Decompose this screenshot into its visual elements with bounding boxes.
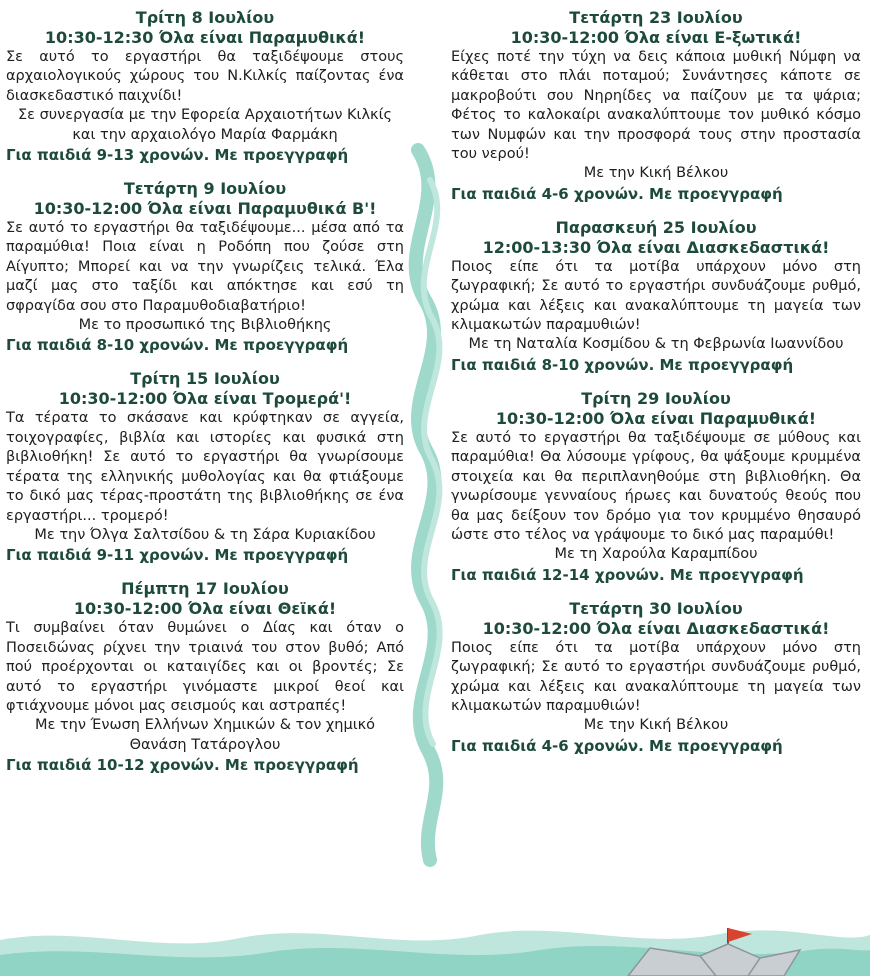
event-date: Τετάρτη 23 Ιουλίου (569, 8, 743, 27)
right-column (451, 8, 861, 756)
event-card (451, 218, 861, 375)
event-credit: Με το προσωπικό της Βιβλιοθήκης (78, 317, 332, 334)
event-card (451, 599, 861, 756)
event-credit: Με την Κική Βέλκου (583, 165, 729, 182)
event-credit: Με τη Χαρούλα Καραμπίδου (554, 546, 758, 563)
event-age-info: Για παιδιά 9-13 χρονών. Με προεγγραφή (6, 146, 349, 165)
event-date: Τετάρτη 9 Ιουλίου (123, 179, 287, 199)
event-title: 10:30-12:30 Όλα είναι Παραμυθικά! (44, 28, 366, 47)
event-description: Ποιος είπε ότι τα μοτίβα υπάρχουν μόνο στη ζωγραφική; Σε αυτό το εργαστήρι συνδυάζουμε ρυθμό, χρώμα και λέξεις και ανακαλύπτουμε τη μαγεία των κλιμακωτών παραμυθιών! (451, 258, 861, 334)
event-age-info: Για παιδιά 4-6 χρονών. Με προεγγραφή (451, 736, 783, 755)
event-title: 10:30-12:00 Όλα είναι Παραμυθικά! (495, 408, 817, 428)
event-description: Σε αυτό το εργαστήρι θα ταξιδέψουμε... μέσα από τα παραμύθια! Ποια είναι η Ροδόπη που ζούσε στη Αίγυπτο; Μπορεί και να την γνωρίζεις τελικά. Έλα μαζί μας στο ταξίδι και απόκτησε και εσύ τη σφραγίδα σου στο Παραμυθοδιαβατήριο! (6, 220, 404, 314)
event-credit: Με την Ένωση Ελλήνων Χημικών & τον χημικό Θανάση Τατάρογλου (34, 717, 376, 753)
event-credit: Με την Όλγα Σαλτσίδου & τη Σάρα Κυριακίδου (34, 526, 376, 543)
event-card (6, 179, 404, 355)
event-description: Τι συμβαίνει όταν θυμώνει ο Δίας και όταν ο Ποσειδώνας ρίχνει την τριαινά του στον βυθό; Από πού προέρχονται οι καταιγίδες και οι βροντές; Σε αυτό το εργαστήρι γινόμαστε μικροί θεοί και φτιάχνουμε μόνοι μας σεισμούς και αστραπές! (6, 620, 404, 714)
event-card (6, 369, 404, 565)
event-credit: Με την Κική Βέλκου (583, 717, 729, 734)
event-title: 10:30-12:00 Όλα είναι Τρομερά'! (58, 389, 352, 409)
event-date: Παρασκευή 25 Ιουλίου (555, 217, 757, 237)
event-card (6, 8, 404, 165)
event-title: 10:30-12:00 Όλα είναι Διασκεδαστικά! (482, 618, 830, 638)
event-age-info: Για παιδιά 9-11 χρονών. Με προεγγραφή (6, 546, 349, 565)
event-title: 12:00-13:30 Όλα είναι Διασκεδαστικά! (482, 237, 830, 257)
event-age-info: Για παιδιά 12-14 χρονών. Με προεγγραφή (451, 565, 804, 584)
event-card (451, 389, 861, 585)
event-description: Τα τέρατα το σκάσανε και κρύφτηκαν σε αγγεία, τοιχογραφίες, βιβλία και ιστορίες και φυσικά στη βιβλιοθήκη! Σε αυτό το εργαστήρι θα γνωρίσουμε τέρατα της ελληνικής μυθολογίας και θα φτιάξουμε το δικό μας τέρας-προστάτη της βιβλιοθήκης σε ένα εργαστήρι... τρομερό! (6, 410, 404, 524)
event-title: 10:30-12:00 Όλα είναι Παραμυθικά Β'! (33, 199, 377, 219)
wave-divider (416, 150, 440, 860)
left-column (6, 8, 404, 775)
event-card (6, 579, 404, 775)
event-age-info: Για παιδιά 10-12 χρονών. Με προεγγραφή (6, 756, 359, 775)
event-title: 10:30-12:00 Όλα είναι Θεϊκά! (73, 599, 337, 619)
event-date: Τετάρτη 30 Ιουλίου (569, 598, 743, 618)
event-credit: Με τη Ναταλία Κοσμίδου & τη Φεβρωνία Ιωαννίδου (468, 336, 844, 353)
event-title: 10:30-12:00 Όλα είναι Ε-ξωτικά! (510, 28, 802, 47)
event-date: Πέμπτη 17 Ιουλίου (121, 579, 289, 599)
event-date: Τρίτη 8 Ιουλίου (135, 8, 275, 27)
event-date: Τρίτη 15 Ιουλίου (130, 369, 280, 389)
event-description: Σε αυτό το εργαστήρι θα ταξιδέψουμε σε μύθους και παραμύθια! Θα λύσουμε γρίφους, θα ψάξουμε κρυμμένα στοιχεία και θα περιπλανηθούμε στη βιβλιοθήκη. Θα γνωρίσουμε γενναίους ήρωες και δυνατούς θεούς που θα μας δείξουν τον δρόμο για τον κρυμμένο θησαυρό ώστε στο τέλος να γράψουμε το δικό μας παραμύθι! (451, 429, 861, 543)
event-date: Τρίτη 29 Ιουλίου (581, 388, 731, 408)
event-description: Είχες ποτέ την τύχη να δεις κάποια μυθική Νύμφη να κάθεται στο πλάι ποταμού; Συνάντησες κάποτε σε μακροβούτι σου Νηρηίδες να παίζουν με τα ψάρια; Φέτος το καλοκαίρι ανακαλύπτουμε τον μυθικό κόσμο των Νυμφών και την προσφορά τους στην προστασία του νερού! (451, 49, 861, 163)
event-card (451, 8, 861, 204)
event-description: Σε αυτό το εργαστήρι θα ταξιδέψουμε στους αρχαιολογικούς χώρους του Ν.Κιλκίς παίζοντας ένα διασκεδαστικό παιχνίδι! (6, 49, 404, 104)
event-description: Ποιος είπε ότι τα μοτίβα υπάρχουν μόνο στη ζωγραφική; Σε αυτό το εργαστήρι συνδυάζουμε ρυθμό, χρώμα και λέξεις και ανακαλύπτουμε τη μαγεία των κλιμακωτών παραμυθιών! (451, 639, 861, 714)
event-age-info: Για παιδιά 8-10 χρονών. Με προεγγραφή (6, 336, 349, 355)
event-age-info: Για παιδιά 4-6 χρονών. Με προεγγραφή (451, 184, 783, 203)
event-age-info: Για παιδιά 8-10 χρονών. Με προεγγραφή (451, 355, 794, 374)
event-credit: Σε συνεργασία με την Εφορεία Αρχαιοτήτων Κιλκίς και την αρχαιολόγο Μαρία Φαρμάκη (17, 107, 393, 143)
